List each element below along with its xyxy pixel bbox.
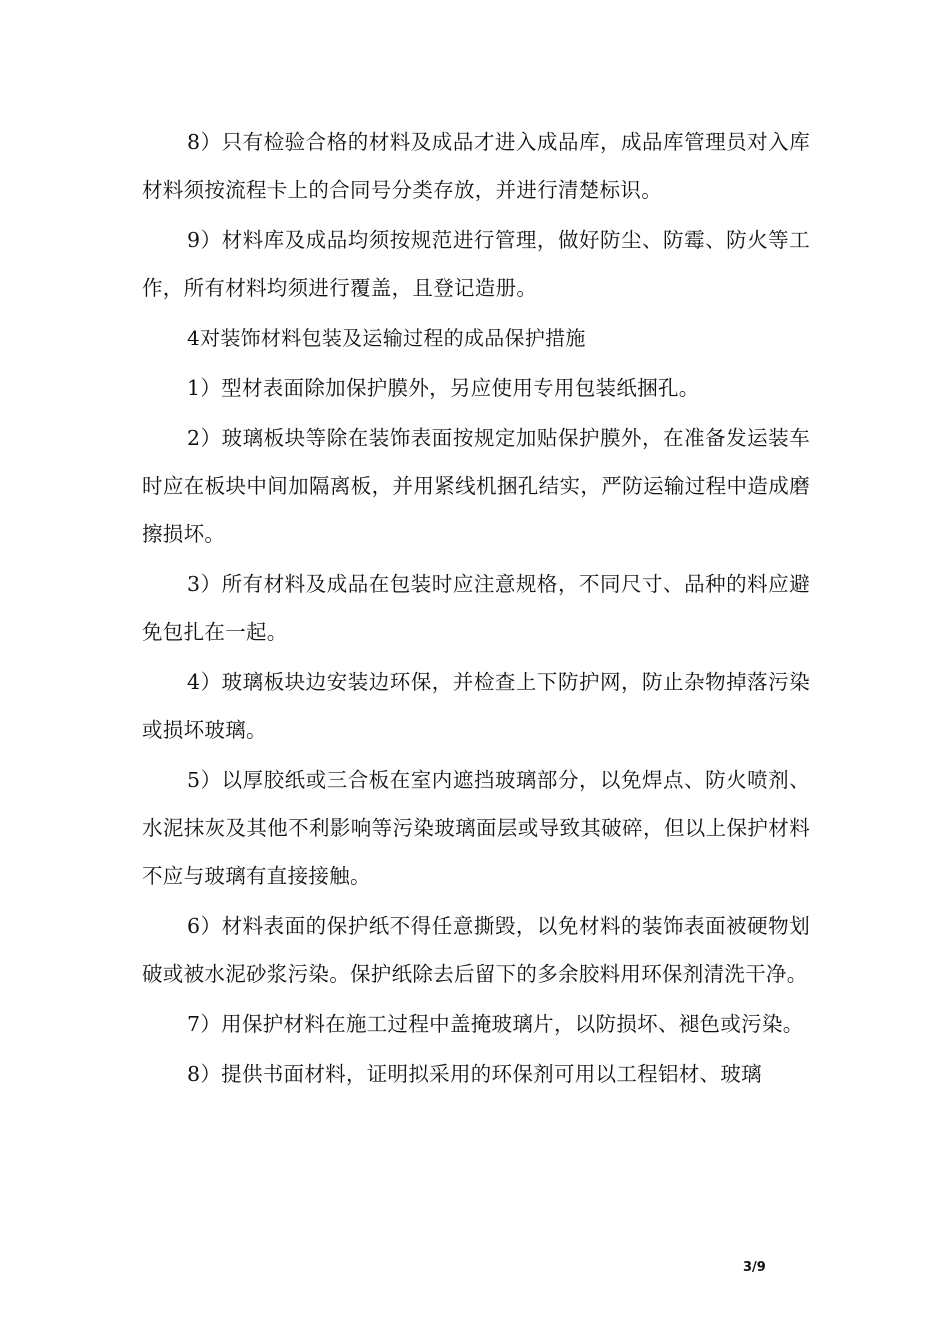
paragraph-item-9-storage: 9）材料库及成品均须按规范进行管理，做好防尘、防霉、防火等工作，所有材料均须进行覆盖，且登记造册。: [142, 228, 810, 300]
page-number: 3/9: [743, 1260, 766, 1275]
body-text: [142, 118, 810, 1100]
paragraph-item-5-covering: 5）以厚胶纸或三合板在室内遮挡玻璃部分，以免焊点、防火喷剂、水泥抹灰及其他不利影响等污染玻璃面层或导致其破碎，但以上保护材料不应与玻璃有直接接触。: [142, 768, 810, 888]
paragraph-item-6-protective-paper: 6）材料表面的保护纸不得任意撕毁，以免材料的装饰表面被硬物划破或被水泥砂浆污染。保护纸除去后留下的多余胶料用环保剂清洗干净。: [142, 914, 810, 986]
paragraph-item-2-glass-panels: 2）玻璃板块等除在装饰表面按规定加贴保护膜外，在准备发运装车时应在板块中间加隔离板，并用紧线机捆孔结实，严防运输过程中造成磨擦损坏。: [142, 426, 810, 546]
paragraph-item-1-profiles: 1）型材表面除加保护膜外，另应使用专用包装纸捆孔。: [187, 376, 700, 400]
paragraph-item-3-packaging: 3）所有材料及成品在包装时应注意规格，不同尺寸、品种的料应避免包扎在一起。: [142, 572, 810, 644]
paragraph-item-8-warehouse: 8）只有检验合格的材料及成品才进入成品库，成品库管理员对入库材料须按流程卡上的合同号分类存放，并进行清楚标识。: [142, 130, 810, 202]
paragraph-item-7-protective-material: 7）用保护材料在施工过程中盖掩玻璃片，以防损坏、褪色或污染。: [187, 1012, 804, 1036]
section-heading: 4对装饰材料包装及运输过程的成品保护措施: [187, 326, 586, 350]
paragraph-item-8-written-material: 8）提供书面材料，证明拟采用的环保剂可用以工程铝材、玻璃: [187, 1062, 762, 1086]
paragraph-item-4-installation: 4）玻璃板块边安装边环保，并检查上下防护网，防止杂物掉落污染或损坏玻璃。: [142, 670, 810, 742]
